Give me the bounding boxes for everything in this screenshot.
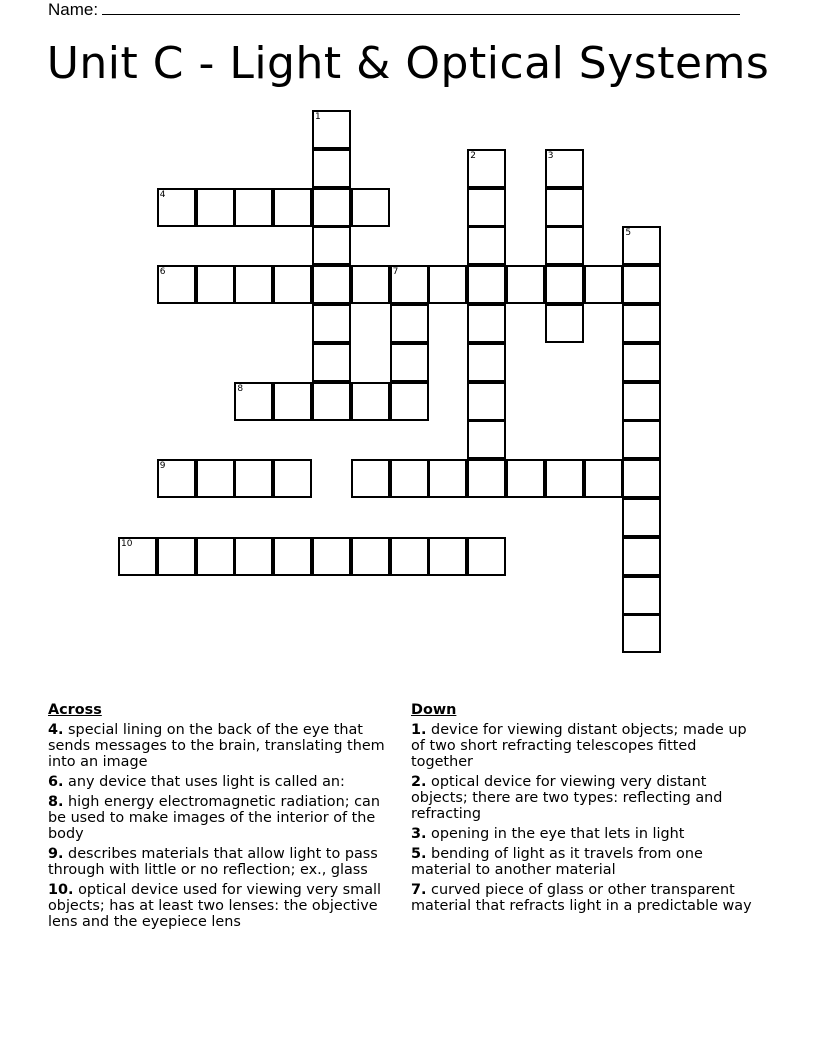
grid-cell[interactable] xyxy=(467,537,506,576)
grid-cell[interactable] xyxy=(351,382,390,421)
grid-cell[interactable] xyxy=(234,537,273,576)
grid-cell[interactable] xyxy=(196,459,235,498)
grid-cell[interactable] xyxy=(351,459,390,498)
clue-num: 5. xyxy=(411,846,427,862)
grid-cell[interactable] xyxy=(273,188,312,227)
clue-num: 10. xyxy=(48,882,74,898)
grid-cell[interactable] xyxy=(467,265,506,304)
grid-cell[interactable] xyxy=(622,265,661,304)
grid-cell[interactable] xyxy=(506,459,545,498)
grid-cell[interactable] xyxy=(234,459,273,498)
grid-cell[interactable] xyxy=(312,537,351,576)
grid-cell[interactable] xyxy=(622,614,661,653)
grid-cell[interactable] xyxy=(622,382,661,421)
grid-cell[interactable] xyxy=(622,498,661,537)
down-clue xyxy=(411,846,761,878)
grid-cell[interactable] xyxy=(273,459,312,498)
down-clues xyxy=(411,702,761,918)
grid-cell[interactable] xyxy=(390,459,429,498)
grid-cell[interactable] xyxy=(312,343,351,382)
grid-cell[interactable] xyxy=(157,459,196,498)
clue-text: high energy electromagnetic radiation; can be used to make images of the interior of the body xyxy=(48,794,380,842)
clue-text: special lining on the back of the eye that sends messages to the brain, translating them into an image xyxy=(48,722,385,770)
grid-cell[interactable] xyxy=(545,149,584,188)
grid-cell[interactable] xyxy=(351,188,390,227)
clue-number: 7 xyxy=(392,267,399,278)
grid-cell[interactable] xyxy=(467,343,506,382)
grid-cell[interactable] xyxy=(545,459,584,498)
clue-number: 10 xyxy=(121,538,133,549)
grid-cell[interactable] xyxy=(622,343,661,382)
grid-cell[interactable] xyxy=(622,576,661,615)
grid-cell[interactable] xyxy=(351,537,390,576)
across-clue-list xyxy=(48,722,396,930)
name-label: Name: xyxy=(48,0,99,19)
grid-cell[interactable] xyxy=(467,459,506,498)
grid-cell[interactable] xyxy=(312,149,351,188)
clue-num: 1. xyxy=(411,722,427,738)
grid-cell[interactable] xyxy=(390,537,429,576)
grid-cell[interactable] xyxy=(545,226,584,265)
grid-cell[interactable] xyxy=(390,343,429,382)
page-title: Unit C - Light & Optical Systems xyxy=(46,38,770,89)
clue-text: curved piece of glass or other transparent material that refracts light in a predictable way xyxy=(411,882,752,914)
grid-cell[interactable] xyxy=(273,382,312,421)
grid-cell[interactable] xyxy=(157,265,196,304)
grid-cell[interactable] xyxy=(467,149,506,188)
across-clue xyxy=(48,882,396,930)
grid-cell[interactable] xyxy=(622,537,661,576)
clue-number: 3 xyxy=(547,150,554,161)
grid-cell[interactable] xyxy=(196,265,235,304)
down-heading: Down xyxy=(411,702,457,718)
grid-cell[interactable] xyxy=(312,226,351,265)
clue-text: optical device used for viewing very small objects; has at least two lenses: the objective lens and the eyepiece lens xyxy=(48,882,382,930)
grid-cell[interactable] xyxy=(273,265,312,304)
clue-text: describes materials that allow light to pass through with little or no reflection; ex., glass xyxy=(48,846,378,878)
clue-number: 5 xyxy=(625,228,632,239)
clue-number: 9 xyxy=(159,461,166,472)
down-clue xyxy=(411,774,761,822)
grid-cell[interactable] xyxy=(390,304,429,343)
across-clue xyxy=(48,722,396,770)
grid-cell[interactable] xyxy=(622,459,661,498)
grid-cell[interactable] xyxy=(428,459,467,498)
grid-cell[interactable] xyxy=(467,382,506,421)
down-clue-list xyxy=(411,722,761,914)
clue-text: bending of light as it travels from one material to another material xyxy=(411,846,703,878)
clue-text: optical device for viewing very distant objects; there are two types: reflecting and refracting xyxy=(411,774,723,822)
grid-cell[interactable] xyxy=(312,188,351,227)
clue-number: 2 xyxy=(470,150,476,161)
grid-cell[interactable] xyxy=(351,265,390,304)
grid-cell[interactable] xyxy=(157,188,196,227)
grid-cell[interactable] xyxy=(312,110,351,149)
across-clues xyxy=(48,702,396,934)
grid-cell[interactable] xyxy=(545,304,584,343)
grid-cell[interactable] xyxy=(584,459,623,498)
clue-text: device for viewing distant objects; made up of two short refracting telescopes fitted together xyxy=(411,722,747,770)
clue-num: 2. xyxy=(411,774,427,790)
grid-cell[interactable] xyxy=(584,265,623,304)
clue-num: 7. xyxy=(411,882,427,898)
name-underline[interactable] xyxy=(102,0,740,15)
grid-cell[interactable] xyxy=(312,304,351,343)
grid-cell[interactable] xyxy=(234,265,273,304)
grid-cell[interactable] xyxy=(234,382,273,421)
grid-cell[interactable] xyxy=(196,188,235,227)
grid-cell[interactable] xyxy=(467,226,506,265)
clue-num: 9. xyxy=(48,846,64,862)
grid-cell[interactable] xyxy=(118,537,157,576)
grid-cell[interactable] xyxy=(506,265,545,304)
clue-text: opening in the eye that lets in light xyxy=(426,826,685,842)
clue-number: 4 xyxy=(159,189,166,200)
grid-cell[interactable] xyxy=(428,537,467,576)
grid-cell[interactable] xyxy=(545,265,584,304)
grid-cell[interactable] xyxy=(467,420,506,459)
clue-num: 4. xyxy=(48,722,64,738)
clue-num: 6. xyxy=(48,774,64,790)
clue-num: 8. xyxy=(48,794,64,810)
grid-cell[interactable] xyxy=(312,382,351,421)
across-heading: Across xyxy=(48,702,102,718)
clue-text: any device that uses light is called an: xyxy=(63,774,345,790)
grid-cell[interactable] xyxy=(622,304,661,343)
grid-cell[interactable] xyxy=(273,537,312,576)
clue-number: 1 xyxy=(315,112,321,122)
grid-cell[interactable] xyxy=(467,188,506,227)
grid-cell[interactable] xyxy=(467,304,506,343)
grid-cell[interactable] xyxy=(545,188,584,227)
grid-cell[interactable] xyxy=(196,537,235,576)
grid-cell[interactable] xyxy=(234,188,273,227)
down-clue xyxy=(411,722,761,770)
clue-num: 3. xyxy=(411,826,427,842)
across-clue xyxy=(48,794,396,842)
name-field[interactable] xyxy=(48,0,740,20)
clue-number: 8 xyxy=(237,383,244,394)
grid-cell[interactable] xyxy=(312,265,351,304)
clue-number: 6 xyxy=(159,267,166,278)
grid-cell[interactable] xyxy=(428,265,467,304)
across-clue xyxy=(48,774,396,790)
down-clue xyxy=(411,826,761,842)
grid-cell[interactable] xyxy=(390,382,429,421)
across-clue xyxy=(48,846,396,878)
grid-cell[interactable] xyxy=(622,420,661,459)
down-clue xyxy=(411,882,761,914)
grid-cell[interactable] xyxy=(390,265,429,304)
grid-cell[interactable] xyxy=(157,537,196,576)
grid-cell[interactable] xyxy=(622,226,661,265)
